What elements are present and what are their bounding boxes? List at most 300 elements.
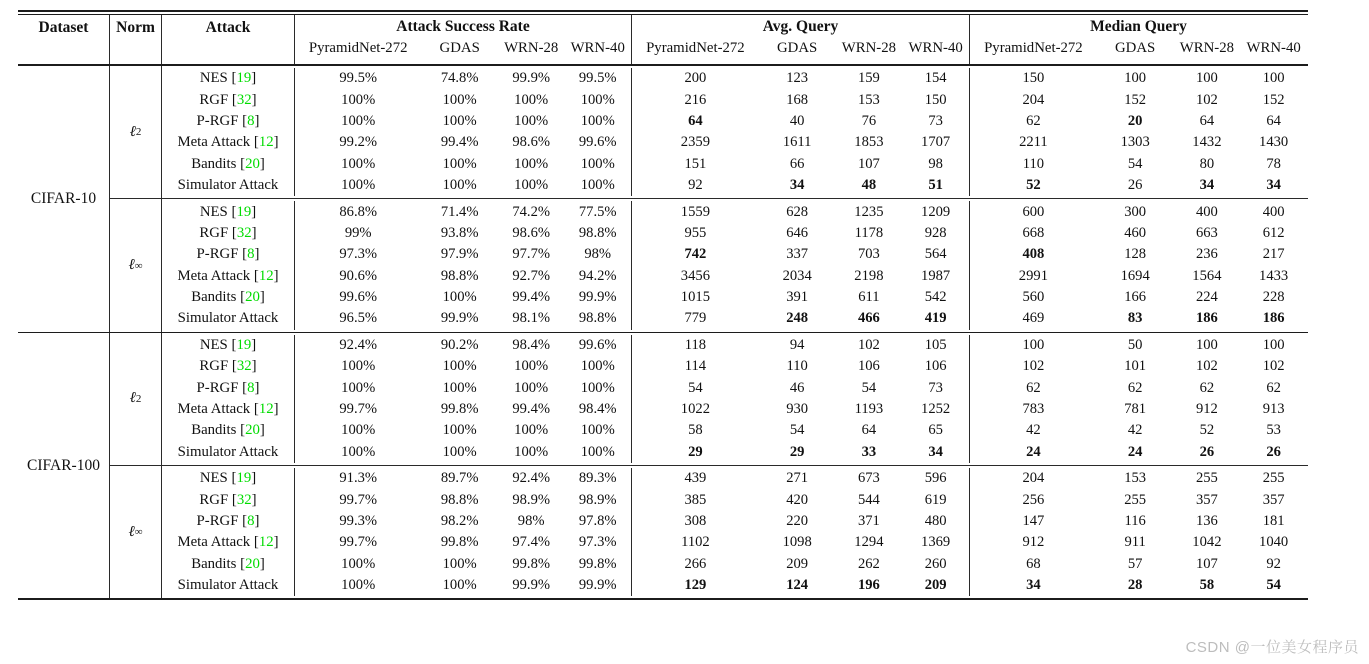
- asr-cell: 100%: [442, 155, 477, 172]
- asr-cell: 98.8%: [578, 310, 617, 327]
- avg-query-cell: 260: [924, 555, 947, 572]
- avg-query-cell: 123: [786, 70, 809, 87]
- table-row: [162, 575, 1308, 596]
- asr-cell: 99.7%: [339, 401, 378, 418]
- asr-cell: 97.3%: [578, 534, 617, 551]
- median-query-cell: 408: [1022, 246, 1045, 263]
- header-group-median-query: [970, 15, 1307, 64]
- median-query-cell: 80: [1199, 155, 1215, 172]
- median-query-cell: 52: [1199, 422, 1215, 439]
- avg-query-cell: 76: [861, 112, 877, 129]
- asr-cell: 100%: [580, 422, 615, 439]
- asr-cell: 100%: [341, 358, 376, 375]
- attack-name-cell: [162, 111, 295, 132]
- avg-query-cell: 619: [924, 491, 947, 508]
- median-query-cell: 116: [1124, 513, 1146, 529]
- median-query-cell: 54: [1266, 577, 1281, 594]
- asr-cell: 89.7%: [440, 470, 479, 487]
- table-row: [162, 201, 1308, 222]
- header-attack-label: Attack: [205, 19, 251, 36]
- median-query-cell: 560: [1022, 289, 1045, 306]
- attack-name: RGF: [199, 358, 229, 375]
- avg-query-cell: 124: [786, 577, 809, 594]
- cite-bracket: ]: [251, 470, 257, 487]
- avg-query-cell: 66: [789, 155, 805, 172]
- median-query-cell: 1433: [1259, 267, 1289, 284]
- attack-name-cell: [162, 132, 295, 153]
- table-row: [162, 287, 1308, 308]
- cite-bracket: [: [238, 513, 248, 529]
- avg-query-cell: 154: [924, 70, 947, 87]
- avg-query-cell: 54: [861, 379, 877, 396]
- median-query-cell: 68: [1026, 555, 1041, 572]
- avg-query-cell: 29: [789, 443, 805, 460]
- citation-number: 20: [245, 555, 260, 572]
- table-row: [162, 511, 1308, 532]
- asr-cells: [295, 223, 632, 244]
- table-row: [162, 68, 1308, 89]
- asr-cell: 100%: [442, 555, 477, 572]
- attack-name: NES: [199, 336, 228, 353]
- avg-query-cell: 385: [684, 491, 707, 508]
- median-query-cell: 663: [1195, 224, 1218, 241]
- avg-query-cell: 34: [789, 177, 805, 194]
- avg-query-cell: 151: [684, 155, 707, 172]
- cite-bracket: [: [236, 155, 246, 172]
- asr-cell: 100%: [514, 177, 549, 194]
- avg-query-cells: [632, 223, 970, 244]
- citation-number: 32: [236, 224, 252, 241]
- asr-cell: 100%: [580, 177, 615, 194]
- attack-name: Meta Attack: [177, 534, 251, 551]
- norm-block: [110, 333, 1308, 465]
- median-query-cell: 100: [1195, 336, 1218, 353]
- avg-query-cells: [632, 175, 970, 196]
- median-query-cell: 100: [1262, 70, 1285, 87]
- asr-cells: [295, 154, 632, 175]
- attack-name: Simulator Attack: [177, 577, 279, 594]
- asr-cell: 100%: [514, 443, 549, 460]
- median-query-cells: [970, 489, 1307, 510]
- norm-symbol: ℓ: [128, 257, 135, 274]
- group-title: Avg. Query: [762, 18, 839, 35]
- cite-bracket: [: [227, 470, 237, 487]
- cite-bracket: ]: [251, 70, 257, 87]
- asr-cell: 98.4%: [578, 401, 617, 418]
- asr-cell: 100%: [341, 555, 376, 572]
- median-query-cell: 50: [1127, 336, 1143, 353]
- median-query-cells: [970, 442, 1307, 463]
- attack-name-cell: [162, 532, 295, 553]
- cite-bracket: [: [228, 224, 237, 241]
- header-group-avg-query: [632, 15, 970, 64]
- avg-query-cell: 65: [928, 422, 943, 439]
- asr-cell: 98.4%: [512, 336, 551, 353]
- asr-cell: 97.7%: [512, 246, 551, 263]
- attack-name: NES: [199, 470, 228, 487]
- asr-cell: 77.5%: [578, 203, 617, 220]
- avg-query-cells: [632, 554, 970, 575]
- asr-cell: 89.3%: [578, 470, 617, 487]
- table-row: [162, 420, 1308, 441]
- avg-query-cell: 1178: [854, 224, 884, 241]
- asr-cells: [295, 335, 632, 356]
- avg-query-cell: 46: [789, 379, 805, 396]
- asr-cells: [295, 201, 632, 222]
- asr-cell: 96.5%: [339, 310, 378, 327]
- asr-cells: [295, 554, 632, 575]
- median-query-cell: 204: [1022, 470, 1045, 487]
- avg-query-cell: 129: [684, 577, 707, 594]
- norm-blocks: [110, 66, 1308, 332]
- table-row: [162, 442, 1308, 463]
- cite-bracket: [: [236, 289, 246, 306]
- cite-bracket: ]: [254, 513, 260, 529]
- asr-cell: 98.6%: [512, 224, 551, 241]
- asr-cells: [295, 399, 632, 420]
- median-query-cells: [970, 335, 1307, 356]
- attack-name: P-RGF: [196, 246, 239, 263]
- cite-bracket: [: [228, 491, 237, 508]
- asr-cell: 98.8%: [440, 267, 479, 284]
- citation-number: 12: [258, 534, 274, 551]
- avg-query-cell: 107: [857, 155, 880, 172]
- cite-bracket: ]: [259, 555, 265, 572]
- attack-name: RGF: [199, 91, 229, 108]
- avg-query-cell: 420: [786, 491, 809, 508]
- median-query-cells: [970, 132, 1307, 153]
- asr-cell: 99.9%: [578, 577, 617, 594]
- avg-query-cell: 266: [684, 555, 707, 572]
- asr-cell: 92.7%: [512, 267, 551, 284]
- cite-bracket: ]: [259, 289, 265, 306]
- median-query-cell: 1694: [1120, 267, 1150, 284]
- avg-query-cells: [632, 89, 970, 110]
- median-query-cell: 78: [1266, 155, 1281, 172]
- table-row: [162, 266, 1308, 287]
- avg-query-cells: [632, 377, 970, 398]
- asr-cells: [295, 266, 632, 287]
- avg-query-cell: 564: [924, 246, 947, 263]
- attack-name-cell: [162, 68, 295, 89]
- median-query-cell: 236: [1195, 246, 1218, 263]
- avg-query-cells: [632, 420, 970, 441]
- norm-subscript: 2: [135, 126, 142, 139]
- table-row: [162, 175, 1308, 196]
- table-row: [162, 532, 1308, 553]
- median-query-cells: [970, 287, 1307, 308]
- asr-cell: 100%: [341, 379, 376, 396]
- attack-name: NES: [199, 203, 228, 220]
- median-query-cell: 911: [1124, 534, 1146, 551]
- table-row: [162, 335, 1308, 356]
- asr-cell: 99.8%: [440, 534, 479, 551]
- median-query-cell: 224: [1195, 289, 1218, 306]
- attack-name-cell: [162, 308, 295, 329]
- attack-name-cell: [162, 335, 295, 356]
- median-query-cell: 152: [1124, 91, 1147, 108]
- asr-cells: [295, 468, 632, 489]
- avg-query-cell: 1369: [921, 534, 951, 551]
- avg-query-cell: 54: [688, 379, 703, 396]
- attack-name-cell: [162, 287, 295, 308]
- median-query-cells: [970, 308, 1307, 329]
- attack-name: Bandits: [191, 422, 237, 439]
- cite-bracket: ]: [251, 358, 257, 375]
- avg-query-cell: 928: [924, 224, 947, 241]
- avg-query-cell: 73: [928, 112, 943, 129]
- asr-cell: 71.4%: [440, 203, 479, 220]
- avg-query-cell: 596: [924, 470, 947, 487]
- asr-cell: 99.8%: [440, 401, 479, 418]
- table-row: [162, 244, 1308, 265]
- attack-name: P-RGF: [196, 513, 239, 529]
- citation-number: 12: [258, 267, 274, 284]
- median-query-cell: 20: [1127, 112, 1143, 129]
- table-row: [162, 356, 1308, 377]
- cite-bracket: ]: [254, 112, 260, 129]
- cite-bracket: [: [228, 358, 237, 375]
- norm-symbol: ℓ: [129, 123, 136, 140]
- asr-cell: 98.9%: [578, 491, 617, 508]
- median-query-cells: [970, 511, 1307, 532]
- asr-cell: 99.8%: [512, 555, 551, 572]
- median-query-cell: 102: [1022, 358, 1045, 375]
- attack-name: P-RGF: [196, 112, 239, 129]
- avg-query-cell: 33: [861, 443, 877, 460]
- asr-cell: 100%: [580, 91, 615, 108]
- asr-cell: 100%: [580, 155, 615, 172]
- median-query-cells: [970, 244, 1307, 265]
- citation-number: 19: [236, 203, 252, 220]
- cite-bracket: [: [238, 379, 248, 396]
- avg-query-cells: [632, 489, 970, 510]
- asr-cell: 93.8%: [440, 224, 479, 241]
- attack-rows: [162, 466, 1308, 598]
- avg-query-cell: 40: [789, 112, 805, 129]
- avg-query-cell: 542: [924, 289, 947, 306]
- asr-cell: 100%: [514, 91, 549, 108]
- attack-name-cell: [162, 356, 295, 377]
- avg-query-cell: 480: [924, 513, 947, 529]
- median-query-cell: 136: [1195, 513, 1218, 529]
- asr-cell: 99.9%: [512, 70, 551, 87]
- median-query-cell: 100: [1022, 336, 1045, 353]
- median-query-cell: 34: [1199, 177, 1215, 194]
- cite-bracket: [: [250, 134, 259, 151]
- avg-query-cell: 930: [786, 401, 809, 418]
- asr-cell: 99.5%: [578, 70, 617, 87]
- cite-bracket: ]: [273, 134, 279, 151]
- avg-query-cell: 544: [857, 491, 880, 508]
- asr-cell: 100%: [442, 112, 477, 129]
- median-query-cell: 52: [1026, 177, 1041, 194]
- median-query-cell: 228: [1262, 289, 1285, 306]
- median-query-cell: 913: [1262, 401, 1285, 418]
- median-query-cell: 1040: [1259, 534, 1289, 551]
- attack-name-cell: [162, 89, 295, 110]
- asr-cell: 100%: [442, 443, 477, 460]
- model-column-label: WRN-40: [908, 40, 963, 56]
- median-query-cell: 469: [1022, 310, 1045, 327]
- asr-cell: 99.7%: [339, 534, 378, 551]
- asr-cell: 98.9%: [512, 491, 551, 508]
- median-query-cell: 92: [1266, 555, 1281, 572]
- median-query-cells: [970, 575, 1307, 596]
- median-query-cells: [970, 377, 1307, 398]
- cite-bracket: ]: [273, 534, 279, 551]
- model-column-label: WRN-28: [841, 40, 897, 56]
- median-query-cell: 42: [1127, 422, 1143, 439]
- cite-bracket: ]: [251, 203, 257, 220]
- asr-cell: 90.6%: [339, 267, 378, 284]
- avg-query-cell: 1559: [680, 203, 710, 220]
- attack-name: P-RGF: [196, 379, 239, 396]
- attack-name: Meta Attack: [177, 267, 251, 284]
- table-row: [162, 554, 1308, 575]
- asr-cell: 99.9%: [578, 289, 617, 306]
- avg-query-cell: 1853: [854, 134, 884, 151]
- avg-query-cell: 106: [924, 358, 947, 375]
- table-body: [18, 66, 1308, 600]
- avg-query-cells: [632, 356, 970, 377]
- cite-bracket: [: [238, 112, 248, 129]
- asr-cells: [295, 308, 632, 329]
- model-column-label: WRN-40: [570, 40, 625, 56]
- median-query-cell: 28: [1127, 577, 1143, 594]
- asr-cell: 99.7%: [339, 491, 378, 508]
- table-row: [162, 154, 1308, 175]
- median-query-cell: 102: [1195, 91, 1218, 108]
- attack-name-cell: [162, 223, 295, 244]
- norm-subscript: 2: [135, 392, 142, 405]
- attack-name-cell: [162, 511, 295, 532]
- avg-query-cells: [632, 335, 970, 356]
- median-query-cell: 26: [1199, 443, 1215, 460]
- median-query-cell: 357: [1195, 491, 1218, 508]
- median-query-cells: [970, 554, 1307, 575]
- cite-bracket: ]: [259, 422, 265, 439]
- median-query-cell: 24: [1026, 443, 1041, 460]
- avg-query-cell: 419: [924, 310, 947, 327]
- avg-query-cell: 209: [924, 577, 947, 594]
- median-query-cell: 783: [1022, 401, 1045, 418]
- citation-number: 19: [236, 470, 252, 487]
- asr-cell: 99.4%: [440, 134, 479, 151]
- table-header: [18, 15, 1308, 66]
- asr-cells: [295, 356, 632, 377]
- model-column-label: GDAS: [439, 40, 480, 56]
- header-norm-label: Norm: [116, 19, 155, 36]
- median-query-cell: 186: [1195, 310, 1218, 327]
- citation-number: 20: [245, 422, 260, 439]
- group-model-names: [970, 40, 1307, 57]
- table-row: [162, 308, 1308, 329]
- avg-query-cells: [632, 511, 970, 532]
- asr-cells: [295, 132, 632, 153]
- asr-cell: 100%: [341, 577, 376, 594]
- avg-query-cells: [632, 308, 970, 329]
- avg-query-cell: 646: [786, 224, 809, 241]
- norm-subscript: ∞: [134, 526, 143, 539]
- asr-cell: 98.8%: [440, 491, 479, 508]
- dataset-label: CIFAR-100: [18, 333, 110, 599]
- asr-cell: 100%: [580, 358, 615, 375]
- median-query-cell: 102: [1195, 358, 1218, 375]
- model-column-label: WRN-28: [1179, 40, 1235, 56]
- asr-cell: 98%: [584, 246, 612, 263]
- cite-bracket: [: [250, 267, 259, 284]
- avg-query-cell: 337: [786, 246, 809, 263]
- asr-cell: 100%: [442, 358, 477, 375]
- norm-symbol: ℓ: [128, 523, 135, 540]
- avg-query-cell: 54: [789, 422, 805, 439]
- cite-bracket: [: [238, 246, 248, 263]
- asr-cells: [295, 287, 632, 308]
- median-query-cell: 912: [1022, 534, 1045, 551]
- dataset-label: CIFAR-10: [18, 66, 110, 332]
- citation-number: 8: [247, 112, 255, 129]
- asr-cells: [295, 420, 632, 441]
- attack-name: Bandits: [191, 289, 237, 306]
- median-query-cell: 2211: [1019, 134, 1048, 151]
- avg-query-cell: 1707: [921, 134, 951, 151]
- asr-cell: 98%: [517, 513, 545, 529]
- norm-label: [110, 466, 162, 598]
- norm-label: [110, 66, 162, 198]
- avg-query-cell: 64: [861, 422, 877, 439]
- asr-cell: 99.6%: [578, 134, 617, 151]
- median-query-cell: 24: [1127, 443, 1143, 460]
- table-row: [162, 377, 1308, 398]
- watermark: CSDN @一位美女程序员: [1185, 639, 1359, 656]
- citation-number: 32: [236, 358, 252, 375]
- avg-query-cell: 118: [684, 336, 707, 353]
- avg-query-cell: 1015: [680, 289, 710, 306]
- citation-number: 12: [258, 401, 274, 418]
- asr-cell: 99.8%: [578, 555, 617, 572]
- avg-query-cell: 271: [786, 470, 809, 487]
- avg-query-cell: 1252: [921, 401, 951, 418]
- median-query-cell: 57: [1127, 555, 1143, 572]
- median-query-cell: 58: [1199, 577, 1215, 594]
- avg-query-cells: [632, 399, 970, 420]
- cite-bracket: [: [250, 534, 259, 551]
- group-title: Median Query: [1090, 18, 1187, 35]
- median-query-cells: [970, 356, 1307, 377]
- asr-cell: 100%: [442, 422, 477, 439]
- median-query-cell: 256: [1022, 491, 1045, 508]
- median-query-cell: 62: [1199, 379, 1215, 396]
- model-column-label: PyramidNet-272: [308, 40, 408, 56]
- model-column-label: WRN-40: [1246, 40, 1301, 56]
- asr-cells: [295, 442, 632, 463]
- model-column-label: PyramidNet-272: [984, 40, 1083, 56]
- median-query-cell: 62: [1266, 379, 1281, 396]
- attack-name: Meta Attack: [177, 401, 251, 418]
- avg-query-cells: [632, 111, 970, 132]
- avg-query-cell: 220: [786, 513, 809, 529]
- avg-query-cell: 3456: [680, 267, 710, 284]
- asr-cell: 74.8%: [440, 70, 479, 87]
- attack-name-cell: [162, 175, 295, 196]
- avg-query-cell: 2034: [782, 267, 812, 284]
- asr-cell: 100%: [341, 155, 376, 172]
- attack-name-cell: [162, 377, 295, 398]
- table-row: [162, 132, 1308, 153]
- avg-query-cell: 114: [684, 358, 707, 375]
- median-query-cell: 1042: [1192, 534, 1222, 551]
